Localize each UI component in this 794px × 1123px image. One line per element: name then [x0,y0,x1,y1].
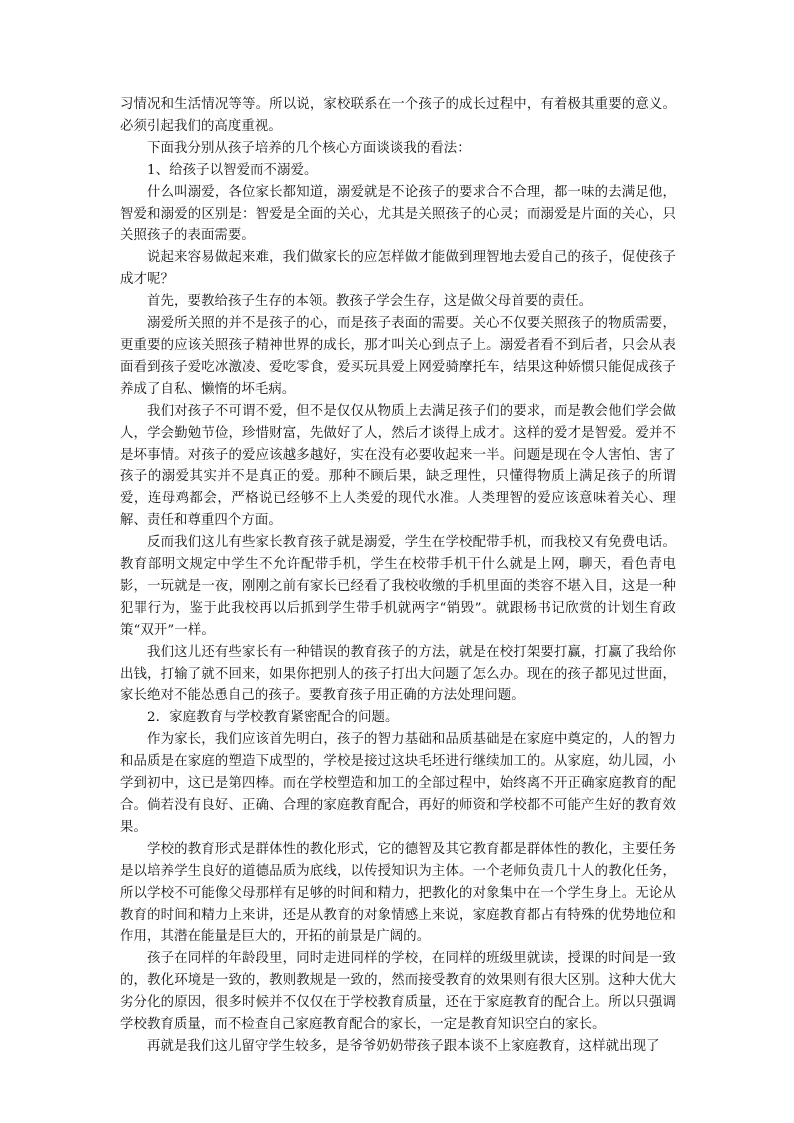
paragraph: 再就是我们这儿留守学生较多，是爷爷奶奶带孩子跟本谈不上家庭教育，这样就出现了 [147,1038,660,1054]
paragraph: 首先，要教给孩子生存的本领。教孩子学会生存，这是做父母首要的责任。 [147,294,593,310]
section-heading: 1、给孩子以智爱而不溺爱。 [147,162,318,178]
paragraph: 孩子在同样的年龄段里，同时走进同样的学校，在同样的班级里就读，授课的时间是一致的，教化环境是一致的，教则教规是一致的，然而接受教育的效果则有很大区别。这种大优大劣分化的原因，很多时候并不仅仅在于学校教育质量，还在于家庭教育的配合上。所以只强调学校教育质量，而不检查自己家庭教育配合的家长，一定是教育知识空白的家长。 [120,951,676,1033]
paragraph: 习情况和生活情况等等。所以说，家校联系在一个孩子的成长过程中，有着极其重要的意义。必须引起我们的高度重视。 [120,97,676,134]
paragraph: 什么叫溺爱，各位家长都知道，溺爱就是不论孩子的要求合不合理，都一味的去满足他，智爱和溺爱的区别是：智爱是全面的关心，尤其是关照孩子的心灵；而溺爱是片面的关心，只关照孩子的表面需要。 [120,184,676,244]
paragraph: 反而我们这儿有些家长教育孩子就是溺爱，学生在学校配带手机，而我校又有免费电话。教育部明文规定中学生不允许配带手机，学生在校带手机干什么就是上网，聊天，看色青电影，一玩就是一夜，刚刚之前有家长已经看了我校收缴的手机里面的类容不堪入目，这是一种犯罪行为，鉴于此我校再以后抓到学生带手机就两字“销毁”。就跟杨书记欣赏的计划生育政策“双开”一样。 [120,535,676,638]
paragraph: 我们对孩子不可谓不爱，但不是仅仅从物质上去满足孩子们的要求，而是教会他们学会做人，学会勤勉节俭，珍惜财富，先做好了人，然后才谈得上成才。这样的爱才是智爱。爱并不是坏事情。对孩子的爱应该越多越好，实在没有必要收起来一半。问题是现在令人害怕、害了孩子的溺爱其实并不是真正的爱。那种不顾后果，缺乏理性，只懂得物质上满足孩子的所谓爱，连母鸡都会，严格说已经够不上人类爱的现代水准。人类理智的爱应该意味着关心、理解、责任和尊重四个方面。 [120,403,676,529]
paragraph: 说起来容易做起来难，我们做家长的应怎样做才能做到理智地去爱自己的孩子，促使孩子成才呢？ [120,250,676,288]
document-body [120,94,676,1058]
section-heading: 2．家庭教育与学校教育紧密配合的问题。 [147,710,399,726]
paragraph: 学校的教育形式是群体性的教化形式，它的德智及其它教育都是群体性的教化，主要任务是以培养学生良好的道德品质为底线，以传授知识为主体。一个老师负责几十人的教化任务，所以学校不可能像父母那样有足够的时间和精力，把教化的对象集中在一个学生身上。无论从教育的时间和精力上来讲，还是从教育的对象情感上来说，家庭教育都占有特殊的优势地位和作用，其潜在能量是巨大的，开拓的前景是广阔的。 [120,841,676,945]
paragraph: 溺爱所关照的并不是孩子的心，而是孩子表面的需要。关心不仅要关照孩子的物质需要，更重要的应该关照孩子精神世界的成长，那才叫关心到点子上。溺爱者看不到后者，只会从表面看到孩子爱吃冰激凌、爱吃零食，爱买玩具爱上网爱骑摩托车，结果这种娇惯只能促成孩子养成了自私、懒惰的坏毛病。 [120,316,676,397]
paragraph: 我们这儿还有些家长有一种错误的教育孩子的方法，就是在校打架要打赢，打赢了我给你出钱，打输了就不回来，如果你把别人的孩子打出大问题了怎么办。现在的孩子都见过世面，家长绝对不能怂恿自己的孩子。要教育孩子用正确的方法处理问题。 [120,644,676,704]
paragraph: 作为家长，我们应该首先明白，孩子的智力基础和品质基础是在家庭中奠定的，人的智力和品质是在家庭的塑造下成型的，学校是接过这块毛坯进行继续加工的。从家庭，幼儿园，小学到初中，这已是第四棒。而在学校塑造和加工的全部过程中，始终离不开正确家庭教育的配合。倘若没有良好、正确、合理的家庭教育配合，再好的师资和学校都不可能产生好的教育效果。 [120,732,676,835]
paragraph: 下面我分别从孩子培养的几个核心方面谈谈我的看法： [147,140,471,156]
